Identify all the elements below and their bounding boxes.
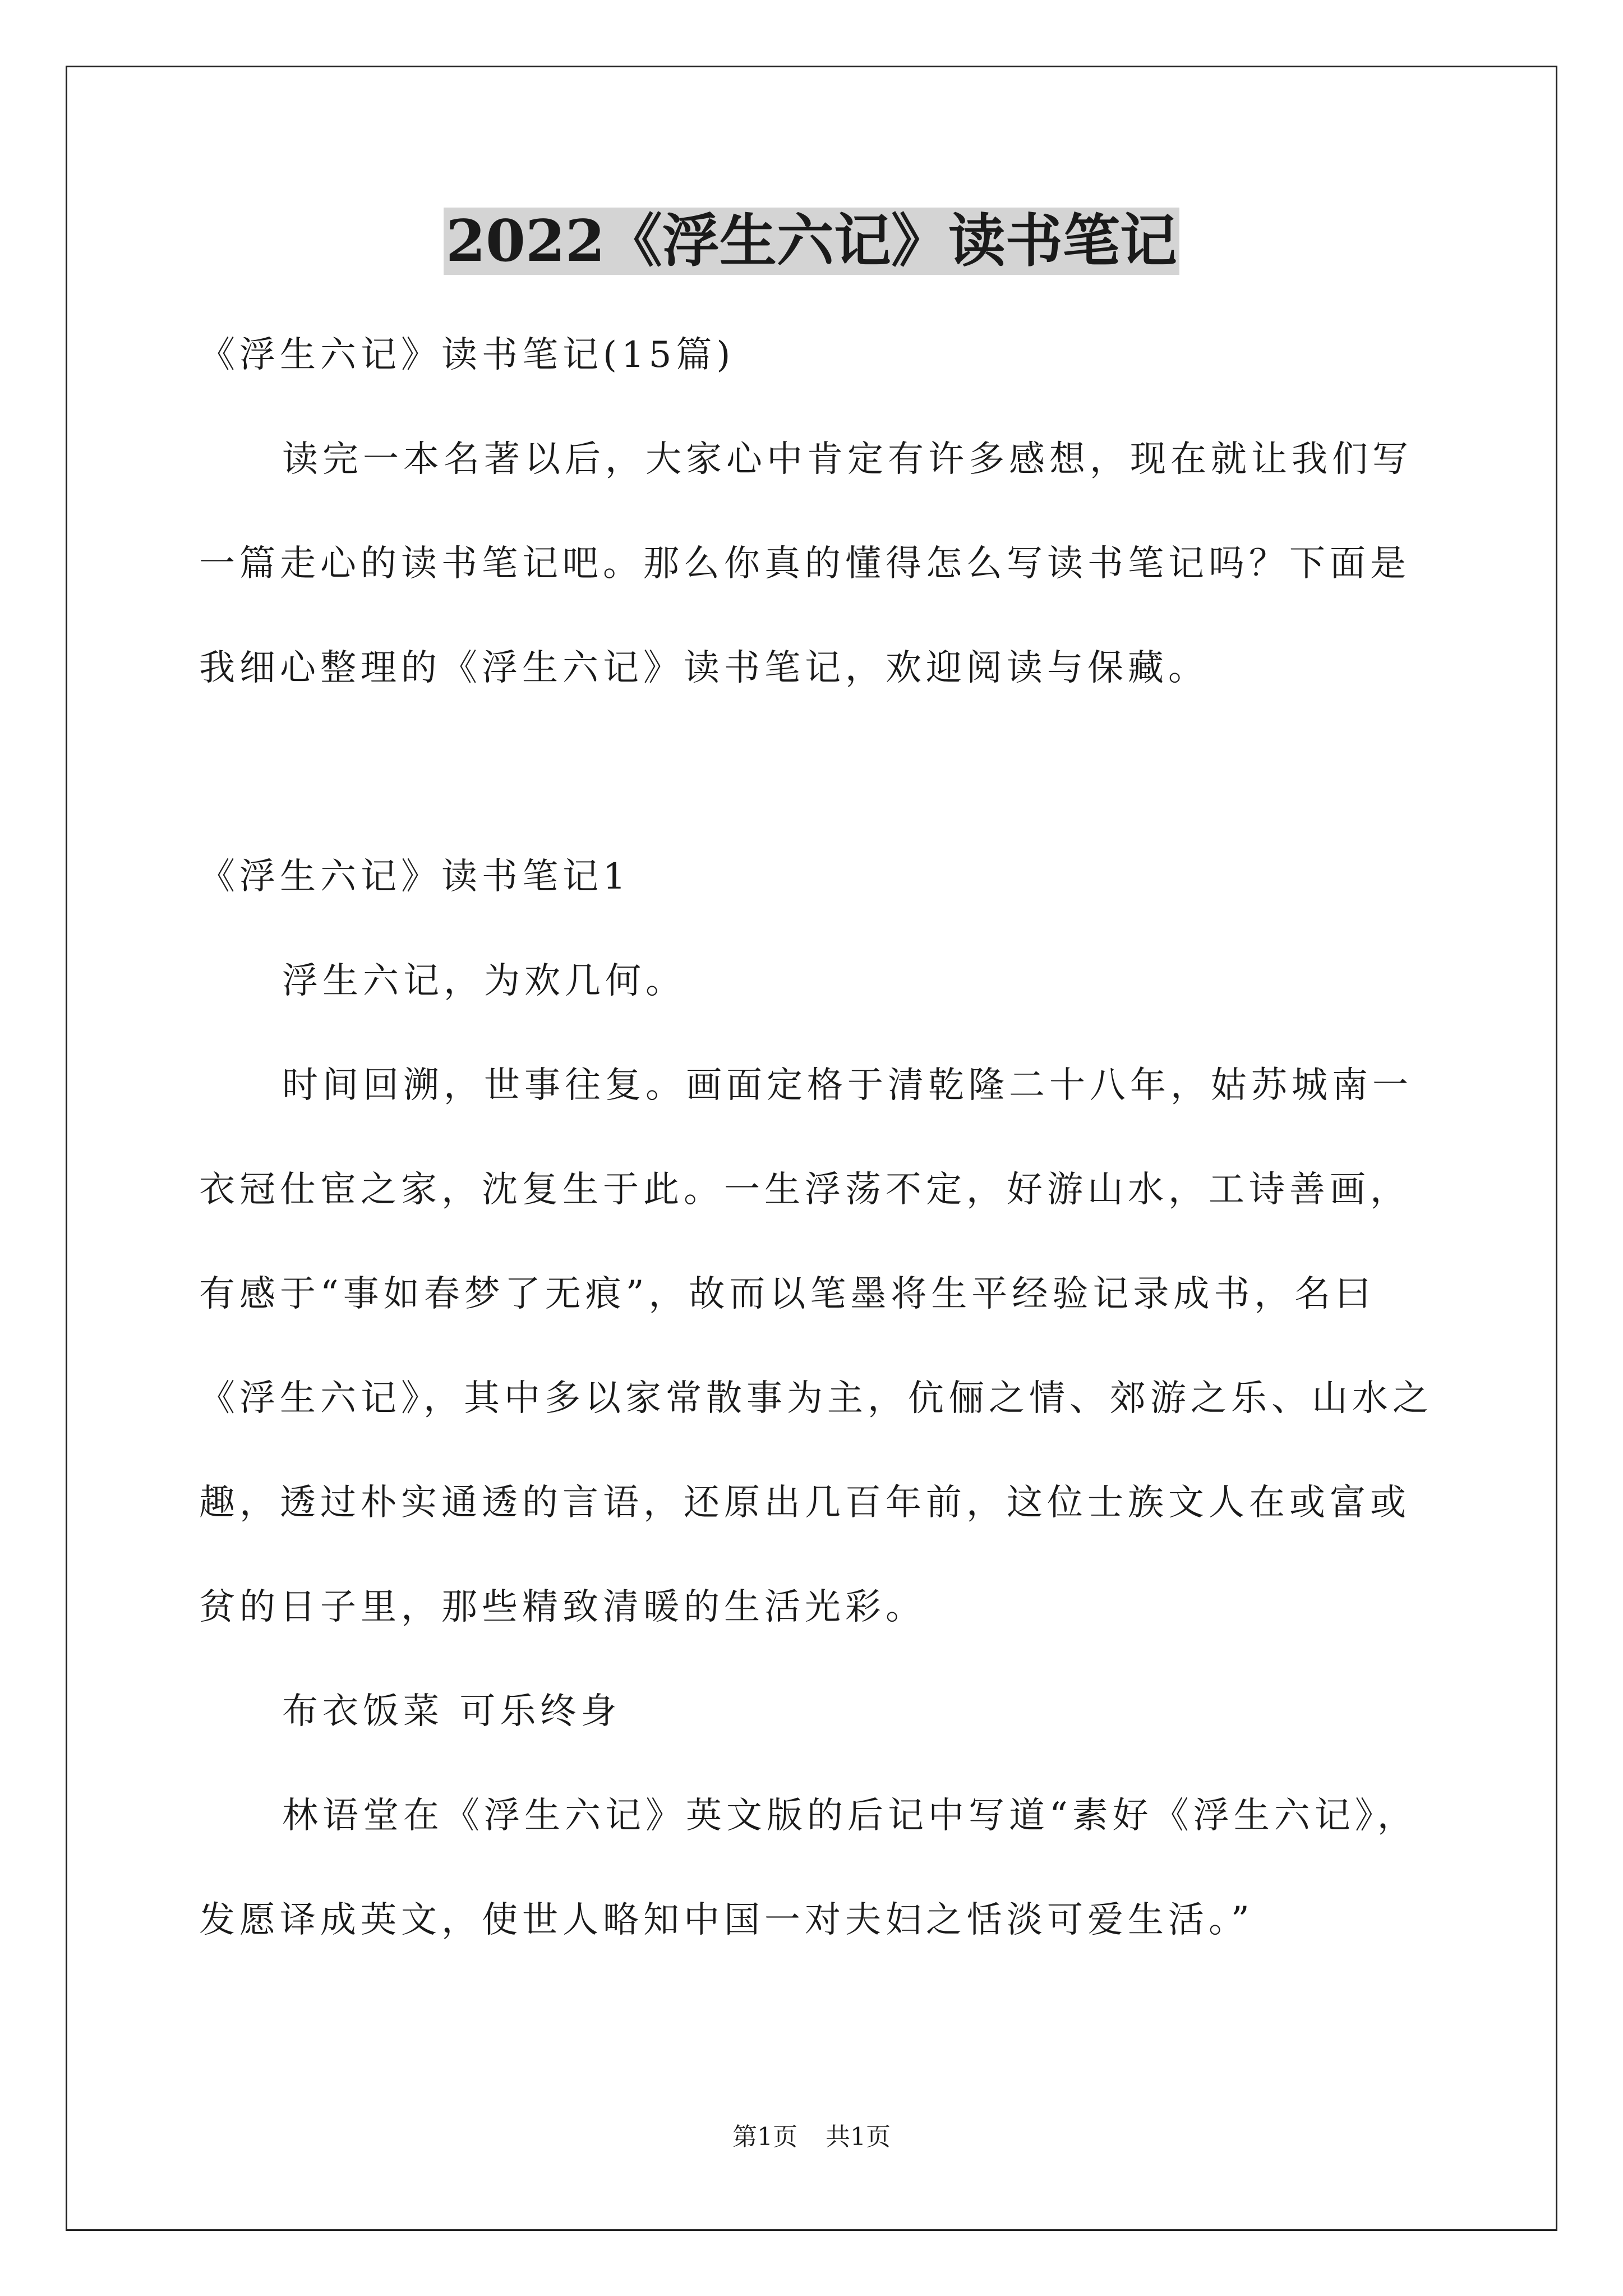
document-title <box>0 202 1623 280</box>
section-line: 林语堂在《浮生六记》英文版的后记中写道“素好《浮生六记》， <box>282 1795 1418 1837</box>
document-title-text: 2022《浮生六记》读书笔记 <box>444 208 1179 275</box>
section-line: 发愿译成英文，使世人略知中国一对夫妇之恬淡可爱生活。” <box>199 1899 1254 1941</box>
section-line: 浮生六记，为欢几何。 <box>282 960 686 1002</box>
section-heading: 《浮生六记》读书笔记1 <box>199 856 630 898</box>
document-body <box>199 303 1444 1972</box>
page-number: 第1页 <box>732 2123 797 2151</box>
page-footer <box>0 2120 1623 2154</box>
paragraph-gap <box>199 720 1444 825</box>
document-subtitle: 《浮生六记》读书笔记(15篇) <box>199 334 735 376</box>
section-subheading: 布衣饭菜 可乐终身 <box>282 1691 621 1732</box>
section-line: 《浮生六记》，其中多以家常散事为主，伉俪之情、郊游之乐、山水之 <box>199 1378 1433 1419</box>
intro-line: 读完一本名著以后，大家心中肯定有许多感想，现在就让我们写 <box>282 439 1413 480</box>
section-line: 贫的日子里，那些精致清暖的生活光彩。 <box>199 1586 926 1628</box>
page-total: 共1页 <box>826 2123 891 2151</box>
intro-line: 我细心整理的《浮生六记》读书笔记，欢迎阅读与保藏。 <box>199 647 1209 689</box>
intro-line: 一篇走心的读书笔记吧。那么你真的懂得怎么写读书笔记吗？下面是 <box>199 543 1410 585</box>
section-line: 有感于“事如春梦了无痕”，故而以笔墨将生平经验记录成书，名曰 <box>199 1273 1376 1315</box>
section-line: 时间回溯，世事往复。画面定格于清乾隆二十八年，姑苏城南一 <box>282 1065 1413 1106</box>
section-line: 衣冠仕宦之家，沈复生于此。一生浮荡不定，好游山水，工诗善画， <box>199 1169 1410 1211</box>
section-line: 趣，透过朴实通透的言语，还原出几百年前，这位士族文人在或富或 <box>199 1482 1410 1524</box>
